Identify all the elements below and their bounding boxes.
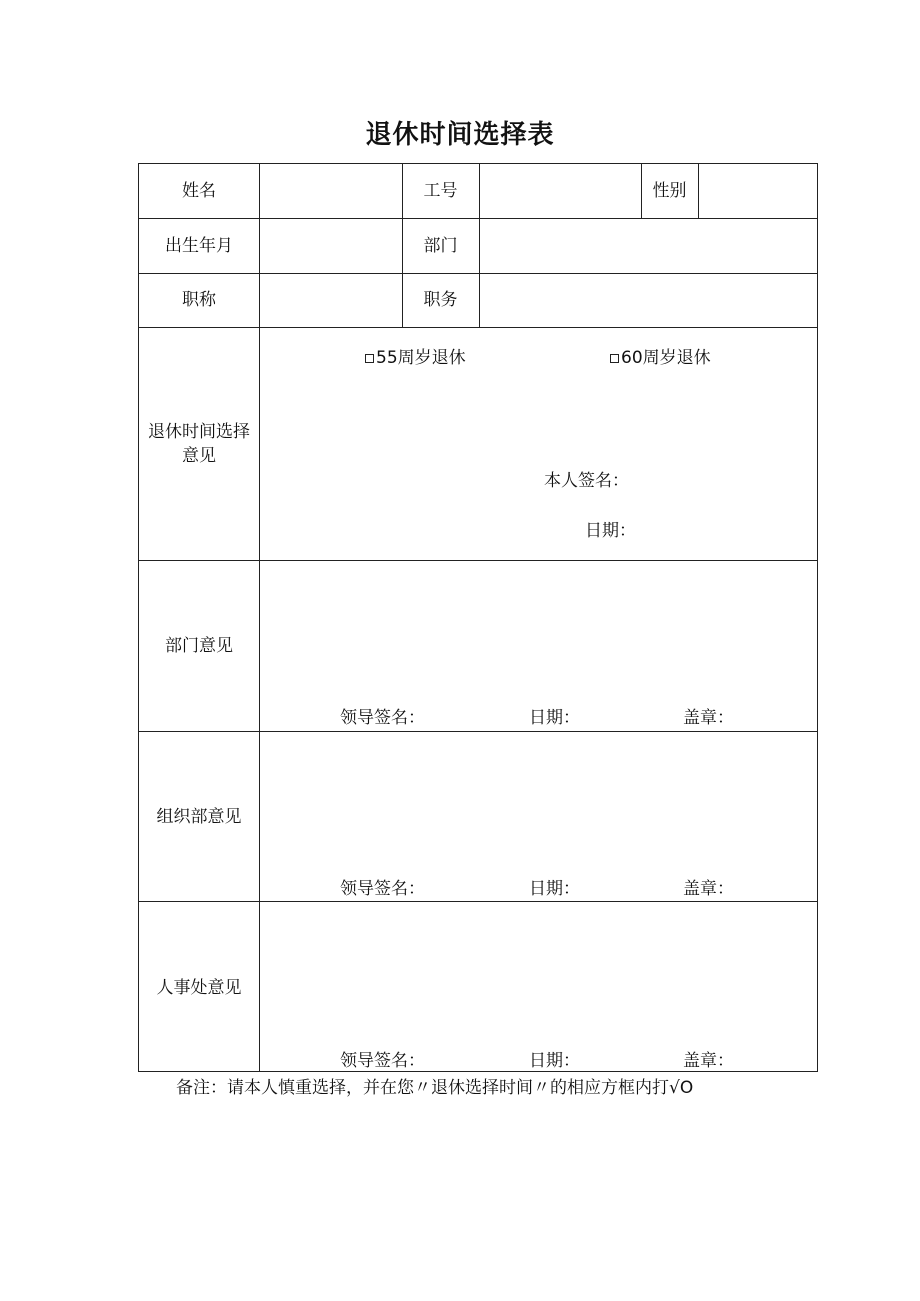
department-opinion-label: 部门意见 xyxy=(165,636,233,656)
option-60-label: 60周岁退休 xyxy=(621,348,711,368)
row-divider xyxy=(139,901,817,902)
gender-label: 性别 xyxy=(652,181,687,201)
department-leader-sign: 领导签名： xyxy=(340,708,425,728)
retirement-choice-label-line1: 退休时间选择 xyxy=(148,422,250,442)
self-signature-label: 本人签名： xyxy=(544,471,629,491)
birth-date-field[interactable] xyxy=(260,219,402,273)
professional-title-field[interactable] xyxy=(260,274,402,327)
option-55[interactable] xyxy=(365,346,466,370)
remark-note: 备注：请本人慎重选择，并在您〃退休选择时间〃的相应方框内打√O xyxy=(176,1078,694,1098)
retirement-form xyxy=(138,163,818,1072)
hr-leader-sign: 领导签名： xyxy=(340,1051,425,1071)
organization-opinion-label: 组织部意见 xyxy=(156,807,242,827)
position-field[interactable] xyxy=(480,274,817,327)
birth-date-label: 出生年月 xyxy=(165,236,233,256)
row-divider xyxy=(139,560,817,561)
position-label: 职务 xyxy=(423,290,458,310)
employee-id-field[interactable] xyxy=(480,164,641,218)
hr-seal: 盖章： xyxy=(683,1051,734,1071)
department-label: 部门 xyxy=(423,236,458,256)
row-divider xyxy=(139,327,817,328)
name-label: 姓名 xyxy=(182,181,216,201)
checkbox-55[interactable] xyxy=(365,354,374,363)
department-date: 日期： xyxy=(529,708,580,728)
retirement-choice-label xyxy=(139,420,259,468)
row-divider xyxy=(139,731,817,732)
option-60[interactable] xyxy=(610,346,711,370)
option-55-label: 55周岁退休 xyxy=(376,348,466,368)
department-field[interactable] xyxy=(480,219,817,273)
name-field[interactable] xyxy=(260,164,402,218)
checkbox-60[interactable] xyxy=(610,354,619,363)
page-title: 退休时间选择表 xyxy=(365,120,555,150)
retirement-choice-label-line2: 意见 xyxy=(182,446,216,466)
department-seal: 盖章： xyxy=(683,708,734,728)
hr-date: 日期： xyxy=(529,1051,580,1071)
employee-id-label: 工号 xyxy=(423,181,458,201)
organization-leader-sign: 领导签名： xyxy=(340,879,425,899)
self-date-label: 日期： xyxy=(585,521,636,541)
organization-date: 日期： xyxy=(529,879,580,899)
gender-field[interactable] xyxy=(699,164,817,218)
organization-seal: 盖章： xyxy=(683,879,734,899)
professional-title-label: 职称 xyxy=(182,290,216,310)
hr-opinion-label: 人事处意见 xyxy=(156,978,242,998)
